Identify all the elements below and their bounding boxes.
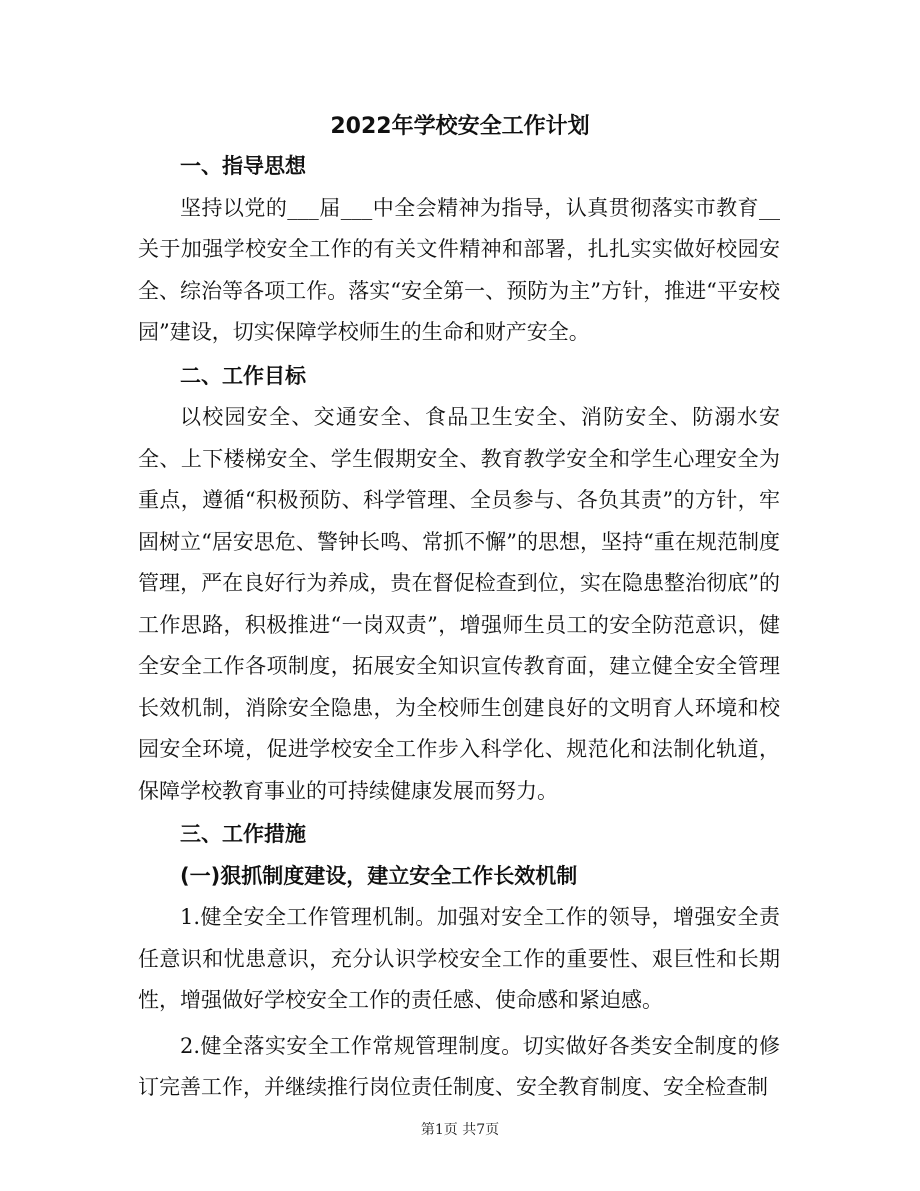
paragraph-guiding-ideology: 坚持以党的___届___中全会精神为指导，认真贯彻落实市教育__关于加强学校安全工作的有关文件精神和部署，扎扎实实做好校园安全、综治等各项工作。落实“安全第一、预防为主”方针，推进“平安校园”建设，切实保障学校师生的生命和财产安全。 bbox=[138, 195, 780, 344]
page-number-footer: 第1页 共7页 bbox=[420, 1122, 500, 1138]
section-heading-work-goals: 二、工作目标 bbox=[180, 363, 306, 388]
subheading-system-building: (一)狠抓制度建设，建立安全工作长效机制 bbox=[180, 863, 578, 888]
paragraph-work-goals: 以校园安全、交通安全、食品卫生安全、消防安全、防溺水安全、上下楼梯安全、学生假期安全、教育教学安全和学生心理安全为重点，遵循“积极预防、科学管理、全员参与、各负其责”的方针，牢固树立“居安思危、警钟长鸣、常抓不懈”的思想，坚持“重在规范制度管理，严在良好行为养成，贵在督促检查到位，实在隐患整治彻底”的工作思路，积极推进“一岗双责”，增强师生员工的安全防范意识，健全安全工作各项制度，拓展安全知识宣传教育面，建立健全安全管理长效机制，消除安全隐患，为全校师生创建良好的文明育人环境和校园安全环境，促进学校安全工作步入科学化、规范化和法制化轨道，保障学校教育事业的可持续健康发展而努力。 bbox=[138, 405, 780, 803]
paragraph-measure-1: 1.健全安全工作管理机制。加强对安全工作的领导，增强安全责任意识和忧患意识，充分认识学校安全工作的重要性、艰巨性和长期性，增强做好学校安全工作的责任感、使命感和紧迫感。 bbox=[138, 905, 780, 1012]
section-heading-work-measures: 三、工作措施 bbox=[180, 822, 306, 846]
document-title: 2022年学校安全工作计划 bbox=[330, 114, 590, 139]
paragraph-measure-2: 2.健全落实安全工作常规管理制度。切实做好各类安全制度的修订完善工作，并继续推行岗位责任制度、安全教育制度、安全检查制 bbox=[138, 1033, 780, 1099]
document-body bbox=[138, 146, 780, 1109]
section-heading-guiding-ideology: 一、指导思想 bbox=[180, 154, 306, 178]
